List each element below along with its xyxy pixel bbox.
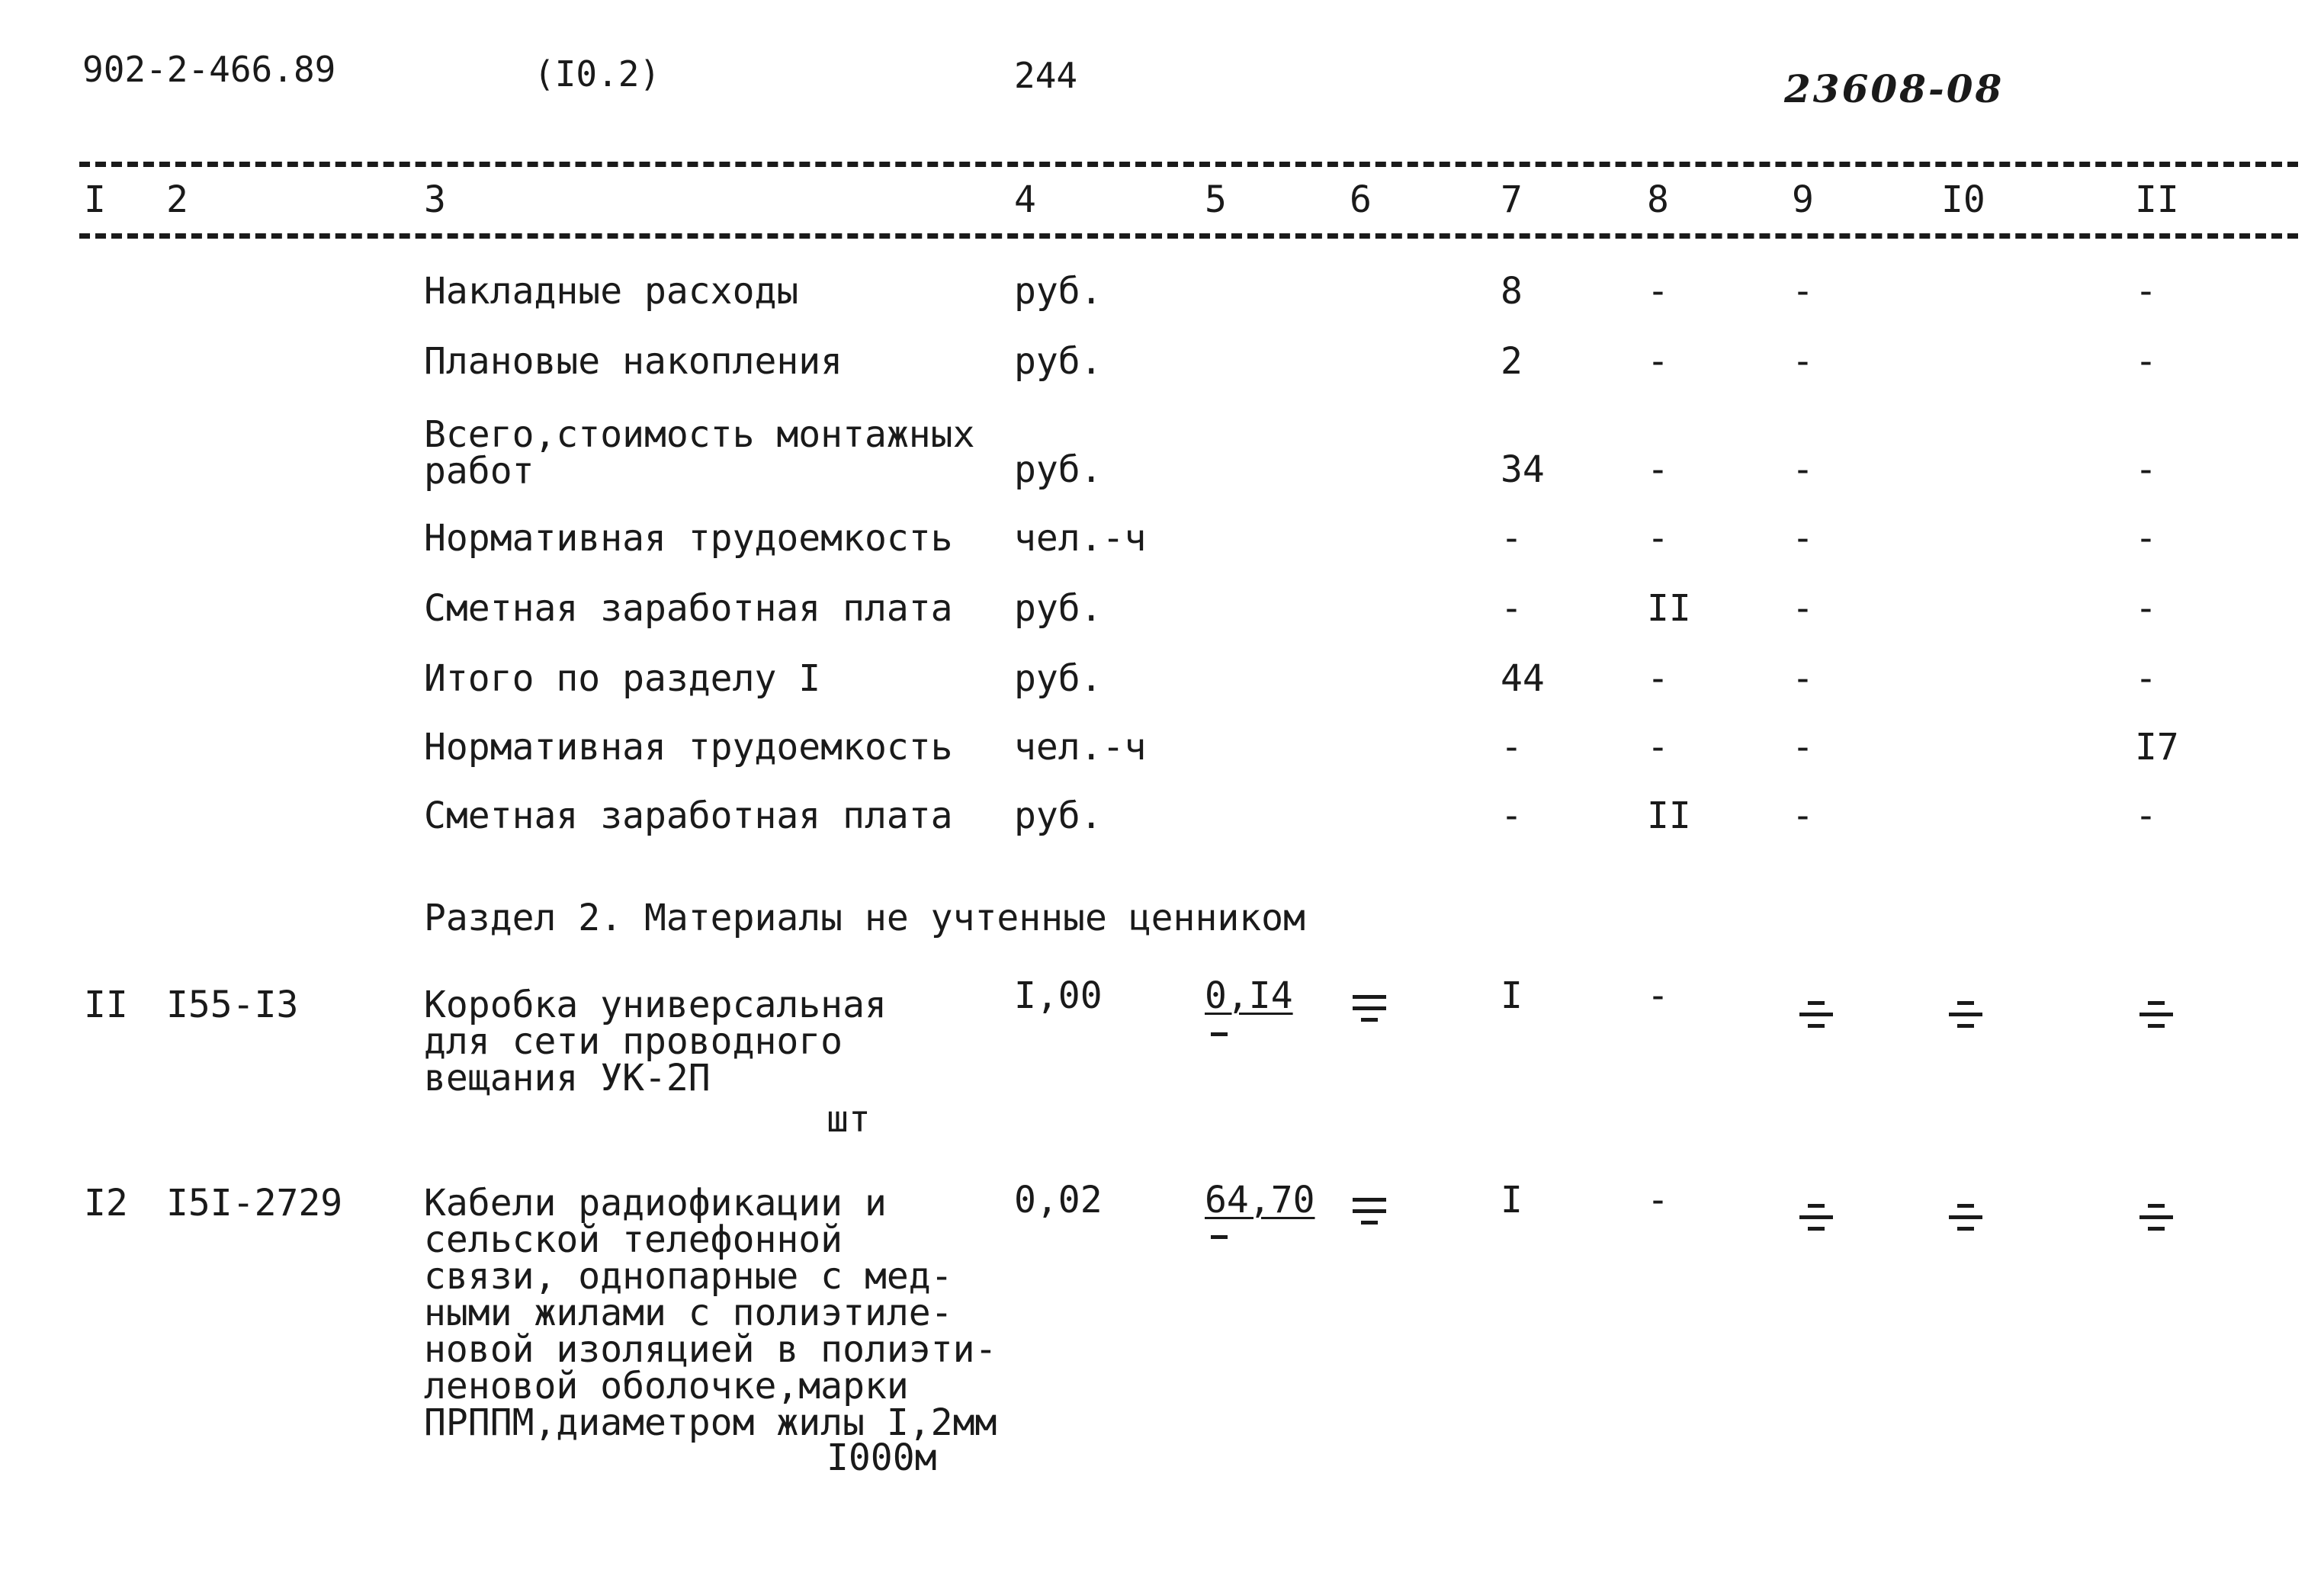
price-dash <box>1211 1032 1228 1036</box>
column-header-11: II <box>2135 178 2179 221</box>
row-unit: руб. <box>1014 657 1103 700</box>
row-unit: руб. <box>1014 448 1103 491</box>
row-unit: руб. <box>1014 270 1103 313</box>
column-header-5: 5 <box>1205 178 1227 221</box>
col10-equals-mark <box>1949 997 1982 1032</box>
col6-equals-mark <box>1353 991 1386 1026</box>
page-number: 244 <box>1014 55 1078 96</box>
row-col11: I7 <box>2135 726 2179 769</box>
row-col9: - <box>1792 517 1814 560</box>
item-price: 0,I4 <box>1205 974 1293 1017</box>
row-col9: - <box>1792 657 1814 700</box>
row-unit: руб. <box>1014 340 1103 383</box>
row-col9: - <box>1792 448 1814 491</box>
row-col7: - <box>1501 587 1523 630</box>
item-number: II <box>84 984 128 1026</box>
row-unit: руб. <box>1014 587 1103 630</box>
col10-equals-mark <box>1949 1200 1982 1234</box>
header-bottom-rule <box>79 233 2298 239</box>
item-col7: I <box>1501 1179 1523 1221</box>
item-code: I5I-2729 <box>166 1182 343 1225</box>
row-col9: - <box>1792 270 1814 313</box>
row-col9: - <box>1792 587 1814 630</box>
row-col9: - <box>1792 794 1814 837</box>
row-label: Нормативная трудоемкость <box>424 517 953 560</box>
item-code: I55-I3 <box>166 984 299 1026</box>
row-col11: - <box>2135 517 2157 560</box>
document-code: 902-2-466.89 <box>82 49 336 90</box>
row-col11: - <box>2135 794 2157 837</box>
item-col8: - <box>1647 1179 1669 1221</box>
row-label: Всего,стоимость монтажных работ <box>424 413 975 493</box>
row-col8: - <box>1647 726 1669 769</box>
column-header-1: I <box>84 178 106 221</box>
section-reference: (I0.2) <box>534 53 661 95</box>
row-col8: - <box>1647 657 1669 700</box>
column-header-8: 8 <box>1647 178 1669 221</box>
item-col8: - <box>1647 974 1669 1017</box>
column-header-9: 9 <box>1792 178 1814 221</box>
row-col8: II <box>1647 587 1691 630</box>
column-header-10: I0 <box>1941 178 1985 221</box>
price-dash <box>1211 1235 1228 1239</box>
col11-equals-mark <box>2139 1200 2173 1234</box>
item-unit: I000м <box>827 1436 937 1479</box>
row-col8: - <box>1647 517 1669 560</box>
row-col7: 34 <box>1501 448 1545 491</box>
item-price: 64,70 <box>1205 1179 1315 1221</box>
column-header-3: 3 <box>424 178 446 221</box>
column-header-7: 7 <box>1501 178 1523 221</box>
item-number: I2 <box>84 1182 128 1225</box>
item-quantity: 0,02 <box>1014 1179 1103 1221</box>
item-quantity: I,00 <box>1014 974 1103 1017</box>
row-col7: 44 <box>1501 657 1545 700</box>
item-col7: I <box>1501 974 1523 1017</box>
row-col8: - <box>1647 340 1669 383</box>
row-col8: - <box>1647 448 1669 491</box>
row-unit: чел.-ч <box>1014 517 1147 560</box>
header-top-rule <box>79 162 2298 167</box>
row-unit: руб. <box>1014 794 1103 837</box>
col9-equals-mark <box>1799 997 1833 1032</box>
item-unit: шт <box>827 1098 871 1141</box>
column-header-6: 6 <box>1350 178 1372 221</box>
section-title: Раздел 2. Материалы не учтенные ценником <box>424 897 1305 939</box>
row-col11: - <box>2135 587 2157 630</box>
row-label: Итого по разделу I <box>424 657 821 700</box>
row-col9: - <box>1792 340 1814 383</box>
col11-equals-mark <box>2139 997 2173 1032</box>
item-description: Кабели радиофикации и сельской телефонной связи, однопарные с мед- ными жилами с полиэтиле- новой изоляцией в полиэти- леновой оболочке,марки ПРППМ,диаметром жилы I,2мм <box>424 1182 997 1444</box>
row-label: Нормативная трудоемкость <box>424 726 953 769</box>
row-col8: II <box>1647 794 1691 837</box>
row-col8: - <box>1647 270 1669 313</box>
handwritten-number: 23608-08 <box>1784 66 2005 111</box>
row-col9: - <box>1792 726 1814 769</box>
row-label: Плановые накопления <box>424 340 843 383</box>
row-col11: - <box>2135 657 2157 700</box>
row-label: Накладные расходы <box>424 270 799 313</box>
col6-equals-mark <box>1353 1194 1386 1228</box>
col9-equals-mark <box>1799 1200 1833 1234</box>
column-header-2: 2 <box>166 178 188 221</box>
row-col11: - <box>2135 270 2157 313</box>
row-label: Сметная заработная плата <box>424 794 953 837</box>
row-col11: - <box>2135 448 2157 491</box>
row-col7: - <box>1501 726 1523 769</box>
row-col7: 2 <box>1501 340 1523 383</box>
row-col11: - <box>2135 340 2157 383</box>
row-col7: - <box>1501 794 1523 837</box>
row-label: Сметная заработная плата <box>424 587 953 630</box>
row-unit: чел.-ч <box>1014 726 1147 769</box>
column-header-4: 4 <box>1014 178 1036 221</box>
row-col7: 8 <box>1501 270 1523 313</box>
item-description: Коробка универсальная для сети проводного вещания УК-2П <box>424 984 887 1099</box>
row-col7: - <box>1501 517 1523 560</box>
